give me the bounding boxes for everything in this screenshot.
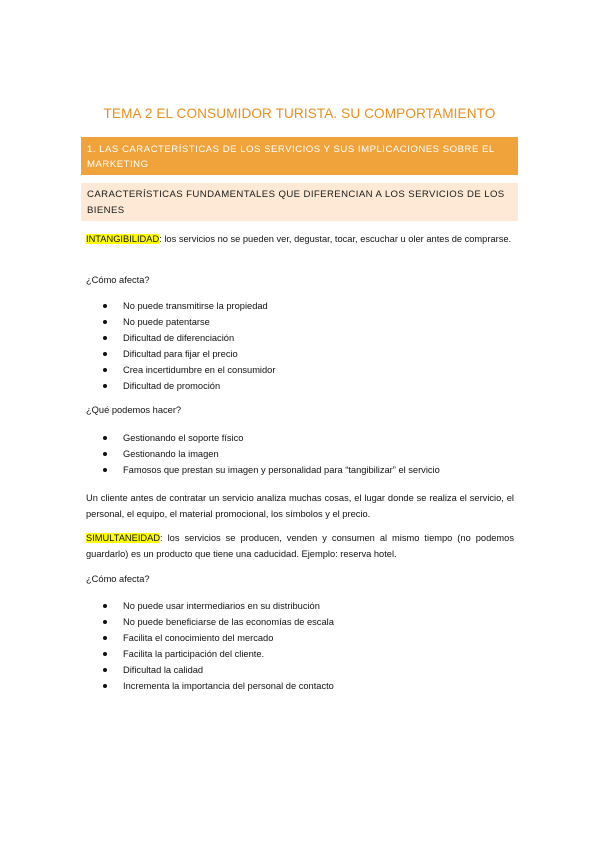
bullet-icon xyxy=(103,620,107,624)
list-item: Crea incertidumbre en el consumidor xyxy=(86,362,275,378)
bullet-icon xyxy=(103,468,107,472)
bullet-icon xyxy=(103,668,107,672)
bullet-icon xyxy=(103,304,107,308)
simultaneidad-text: : los servicios se producen, venden y consumen al mismo tiempo (no podemos guardarlo) es un producto que tiene una caducidad. Ejemplo: reserva hotel. xyxy=(86,533,514,559)
intangibilidad-paragraph xyxy=(86,231,514,247)
list-item: No puede beneficiarse de las economías de escala xyxy=(86,614,334,630)
section-heading-line-2: MARKETING xyxy=(87,159,149,170)
list-item: No puede usar intermediarios en su distribución xyxy=(86,598,334,614)
bullet-icon xyxy=(103,636,107,640)
subheading xyxy=(81,183,518,221)
intangibilidad-actions-list xyxy=(86,430,440,478)
subheading-line-2: BIENES xyxy=(87,205,125,216)
simultaneidad-effects-list xyxy=(86,598,334,694)
question-what-can-we-do: ¿Qué podemos hacer? xyxy=(86,405,182,415)
intangibilidad-label: INTANGIBILIDAD xyxy=(86,234,160,244)
list-item: Gestionando el soporte físico xyxy=(86,430,440,446)
list-item: Dificultad la calidad xyxy=(86,662,334,678)
bullet-icon xyxy=(103,336,107,340)
list-item: Incrementa la importancia del personal de contacto xyxy=(86,678,334,694)
bullet-icon xyxy=(103,604,107,608)
bullet-icon xyxy=(103,320,107,324)
list-item: Dificultad de diferenciación xyxy=(86,330,275,346)
list-item: Famosos que prestan su imagen y personalidad para “tangibilizar” el servicio xyxy=(86,462,440,478)
list-item: Dificultad de promoción xyxy=(86,378,275,394)
simultaneidad-paragraph xyxy=(86,530,514,562)
page-title: TEMA 2 EL CONSUMIDOR TURISTA. SU COMPORTAMIENTO xyxy=(103,106,496,121)
list-item: No puede transmitirse la propiedad xyxy=(86,298,275,314)
bullet-icon xyxy=(103,652,107,656)
list-item: Gestionando la imagen xyxy=(86,446,440,462)
section-heading xyxy=(81,137,518,175)
intangibilidad-text: : los servicios no se pueden ver, degustar, tocar, escuchar u oler antes de comprarse. xyxy=(159,234,512,244)
question-how-affects-1: ¿Cómo afecta? xyxy=(86,275,150,285)
list-item: Facilita la participación del cliente. xyxy=(86,646,334,662)
bullet-icon xyxy=(103,436,107,440)
intangibilidad-closing-paragraph: Un cliente antes de contratar un servicio analiza muchas cosas, el lugar donde se realiza el servicio, el personal, el equipo, el material promocional, los símbolos y el precio. xyxy=(86,493,514,519)
bullet-icon xyxy=(103,368,107,372)
simultaneidad-label: SIMULTANEIDAD xyxy=(86,533,161,543)
bullet-icon xyxy=(103,452,107,456)
bullet-icon xyxy=(103,684,107,688)
list-item: No puede patentarse xyxy=(86,314,275,330)
list-item: Dificultad para fijar el precio xyxy=(86,346,275,362)
subheading-line-1: CARACTERÍSTICAS FUNDAMENTALES QUE DIFERENCIAN A LOS SERVICIOS DE LOS xyxy=(87,189,505,200)
bullet-icon xyxy=(103,352,107,356)
bullet-icon xyxy=(103,384,107,388)
section-heading-line-1: 1. LAS CARACTERÍSTICAS DE LOS SERVICIOS Y SUS IMPLICACIONES SOBRE EL xyxy=(87,144,495,155)
intangibilidad-effects-list xyxy=(86,298,275,394)
question-how-affects-2: ¿Cómo afecta? xyxy=(86,574,150,584)
list-item: Facilita el conocimiento del mercado xyxy=(86,630,334,646)
